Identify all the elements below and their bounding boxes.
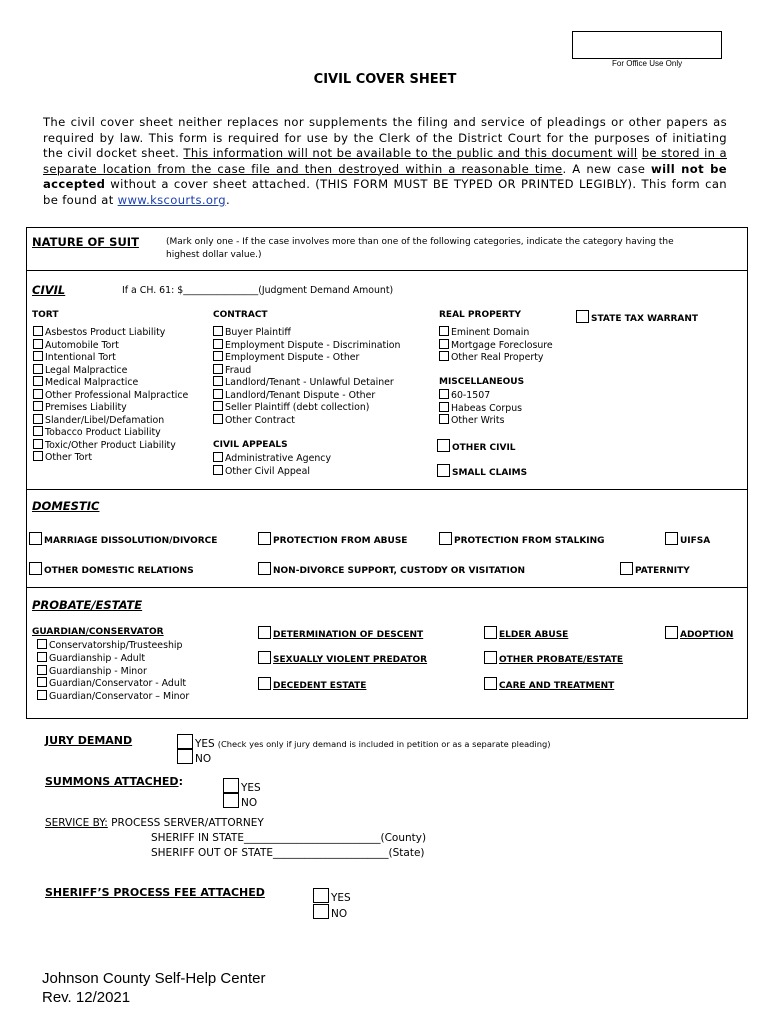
contract-item-option[interactable] [213, 401, 369, 413]
paternity-checkbox[interactable] [620, 562, 633, 575]
misc-item-checkbox[interactable] [439, 389, 449, 399]
fee-yes-label: YES [331, 892, 351, 904]
intro-text-4: . [225, 192, 230, 207]
pfa-label: PROTECTION FROM ABUSE [273, 536, 408, 546]
contract-item-option[interactable] [213, 364, 251, 376]
real-property-item-label: Other Real Property [451, 352, 544, 363]
guardian-item-label: Guardian/Conservator - Adult [49, 678, 187, 690]
guardian-item-label: Guardian/Conservator – Minor [49, 691, 190, 703]
appeal-item-checkbox[interactable] [213, 452, 223, 462]
svp-option[interactable] [258, 651, 427, 665]
guardian-item-label: Guardianship - Adult [49, 652, 146, 664]
intro-text-2: . A new case [562, 161, 652, 176]
summons-heading [45, 775, 183, 788]
tort-item-checkbox[interactable] [33, 339, 43, 349]
summons-no-option[interactable] [223, 791, 257, 810]
state-tax-checkbox[interactable] [576, 310, 589, 323]
tort-item-checkbox[interactable] [33, 389, 43, 399]
descent-checkbox[interactable] [258, 626, 271, 639]
contract-item-option[interactable] [213, 339, 400, 351]
tort-item-label: Automobile Tort [45, 339, 119, 351]
descent-option[interactable] [258, 626, 423, 640]
contract-item-option[interactable] [213, 389, 375, 401]
other-domestic-checkbox[interactable] [29, 562, 42, 575]
page-title: CIVIL COVER SHEET [313, 72, 457, 87]
tort-item-label: Legal Malpractice [45, 364, 128, 376]
small-claims-checkbox[interactable] [437, 464, 450, 477]
guardian-item-checkbox[interactable] [37, 690, 47, 700]
non-divorce-checkbox[interactable] [258, 562, 271, 575]
tort-item-checkbox[interactable] [33, 351, 43, 361]
tort-item-label: Other Professional Malpractice [45, 389, 189, 401]
real-property-item-checkbox[interactable] [439, 339, 449, 349]
misc-item-checkbox[interactable] [439, 414, 449, 424]
sheriff-in-state-line: SHERIFF IN STATE__________________________(County) [151, 832, 427, 844]
adoption-option[interactable] [665, 626, 733, 640]
decedent-option[interactable] [258, 677, 366, 691]
jury-note: (Check yes only if jury demand is included in petition or as a separate pleading) [217, 739, 551, 749]
real-property-item-option[interactable] [439, 339, 553, 351]
small-claims-option[interactable] [437, 464, 527, 478]
appeal-item-label: Administrative Agency [225, 453, 331, 464]
small-claims-label: SMALL CLAIMS [452, 468, 528, 478]
appeal-item-option[interactable] [213, 465, 310, 477]
guardian-item-checkbox[interactable] [37, 652, 47, 662]
tort-item-checkbox[interactable] [33, 376, 43, 386]
svp-label: SEXUALLY VIOLENT PREDATOR [273, 655, 428, 665]
tort-item-label: Tobacco Product Liability [45, 427, 161, 438]
care-label: CARE AND TREATMENT [499, 681, 615, 691]
tort-item-option[interactable] [33, 351, 116, 363]
real-property-item-option[interactable] [439, 326, 529, 338]
jury-yes-checkbox[interactable] [177, 734, 193, 749]
contract-item-label: Landlord/Tenant Dispute - Other [225, 389, 376, 401]
contract-item-checkbox[interactable] [213, 351, 223, 361]
intro-text-1: The civil cover sheet neither replaces nor supplements the filing and service of pleadings or other papers as required by law. This form is required for use by the Clerk of the District Court for the purposes of initiating the civil docket sheet. [43, 115, 727, 160]
ch61-judgment-amount: If a CH. 61: $________________(Judgment Demand Amount) [122, 285, 394, 296]
state-tax-label: STATE TAX WARRANT [591, 314, 699, 324]
office-use-box [572, 31, 722, 59]
contract-item-label: Employment Dispute - Other [225, 352, 360, 363]
marriage-checkbox[interactable] [29, 532, 42, 545]
footer-revision: Rev. 12/2021 [42, 989, 131, 1006]
contract-item-label: Buyer Plaintiff [225, 327, 291, 338]
misc-item-label: 60-1507 [451, 390, 491, 401]
service-process-server: PROCESS SERVER/ATTORNEY [107, 817, 264, 829]
sheriff-out-state-line: SHERIFF OUT OF STATE______________________(State) [151, 847, 425, 859]
misc-item-option[interactable] [439, 402, 522, 414]
tort-item-label: Slander/Libel/Defamation [45, 414, 165, 426]
contract-item-checkbox[interactable] [213, 339, 223, 349]
tort-item-label: Asbestos Product Liability [45, 327, 166, 338]
paternity-option[interactable] [620, 562, 690, 576]
jury-no-option[interactable] [177, 749, 211, 765]
real-property-item-label: Mortgage Foreclosure [451, 339, 553, 351]
tort-item-checkbox[interactable] [33, 414, 43, 424]
tort-item-option[interactable] [33, 339, 119, 351]
tort-item-label: Toxic/Other Product Liability [45, 439, 176, 451]
tort-item-option[interactable] [33, 389, 188, 401]
jury-yes-label: YES [195, 738, 215, 750]
tort-item-checkbox[interactable] [33, 439, 43, 449]
marriage-label: MARRIAGE DISSOLUTION/DIVORCE [44, 536, 218, 546]
summons-colon: : [178, 775, 183, 788]
contract-item-checkbox[interactable] [213, 414, 223, 424]
uifsa-checkbox[interactable] [665, 532, 678, 545]
elder-label: ELDER ABUSE [499, 630, 569, 640]
summons-heading-text: SUMMONS ATTACHED [45, 775, 179, 788]
tort-item-option[interactable] [33, 401, 127, 413]
tort-item-option[interactable] [33, 439, 176, 451]
non-divorce-label: NON-DIVORCE SUPPORT, CUSTODY OR VISITATION [273, 566, 525, 576]
service-by-line [45, 817, 264, 829]
service-by-label: SERVICE BY: [45, 817, 108, 829]
real-property-heading: REAL PROPERTY [439, 310, 522, 320]
contract-item-checkbox[interactable] [213, 389, 223, 399]
intro-paragraph [43, 115, 727, 208]
tort-item-option[interactable] [33, 414, 164, 426]
tort-item-option[interactable] [33, 326, 165, 338]
divider-civil [26, 270, 748, 271]
misc-item-label: Habeas Corpus [451, 402, 523, 414]
intro-bold: will not be accepted [43, 161, 727, 191]
contract-item-option[interactable] [213, 351, 359, 363]
nature-instruction-1: (Mark only one - If the case involves more than one of the following categories, indicate the category having the [166, 237, 674, 247]
guardian-item-option[interactable] [37, 665, 147, 677]
tort-item-checkbox[interactable] [33, 401, 43, 411]
other-civil-option[interactable] [437, 439, 516, 453]
decedent-checkbox[interactable] [258, 677, 271, 690]
office-use-label: For Office Use Only [612, 59, 683, 68]
adoption-label: ADOPTION [680, 630, 734, 640]
appeal-item-checkbox[interactable] [213, 465, 223, 475]
pfa-checkbox[interactable] [258, 532, 271, 545]
summons-yes-label: YES [241, 782, 261, 794]
uifsa-option[interactable] [665, 532, 710, 546]
contract-item-label: Employment Dispute - Discrimination [225, 339, 401, 351]
contract-item-option[interactable] [213, 376, 394, 388]
pfs-checkbox[interactable] [439, 532, 452, 545]
contract-item-checkbox[interactable] [213, 364, 223, 374]
pfa-option[interactable] [258, 532, 407, 546]
tort-item-label: Other Tort [45, 452, 92, 463]
contract-item-label: Fraud [225, 364, 252, 376]
other-probate-label: OTHER PROBATE/ESTATE [499, 655, 624, 665]
jury-demand-heading: JURY DEMAND [45, 734, 133, 747]
guardian-item-checkbox[interactable] [37, 639, 47, 649]
fee-yes-checkbox[interactable] [313, 888, 329, 903]
contract-item-option[interactable] [213, 414, 295, 426]
nature-heading: NATURE OF SUIT [32, 235, 139, 249]
tort-item-option[interactable] [33, 376, 138, 388]
other-domestic-label: OTHER DOMESTIC RELATIONS [44, 566, 194, 576]
tort-item-label: Medical Malpractice [45, 377, 139, 388]
intro-underline-2: be stored in a separate location from the case file and then destroyed within a reasonable time [43, 146, 727, 176]
other-domestic-option[interactable] [29, 562, 194, 576]
civil-appeals-heading: CIVIL APPEALS [213, 440, 288, 450]
other-probate-option[interactable] [484, 651, 623, 665]
jury-no-label: NO [195, 753, 212, 765]
jury-no-checkbox[interactable] [177, 749, 193, 764]
domestic-heading: DOMESTIC [32, 499, 100, 513]
guardian-item-option[interactable] [37, 690, 189, 702]
tort-item-label: Intentional Tort [45, 352, 116, 363]
contract-item-option[interactable] [213, 326, 291, 338]
contract-heading: CONTRACT [213, 310, 268, 320]
guardian-item-option[interactable] [37, 652, 145, 664]
other-civil-checkbox[interactable] [437, 439, 450, 452]
decedent-label: DECEDENT ESTATE [273, 681, 367, 691]
misc-item-option[interactable] [439, 414, 504, 426]
guardian-heading: GUARDIAN/CONSERVATOR [32, 627, 164, 637]
pfs-option[interactable] [439, 532, 605, 546]
fee-heading: SHERIFF’S PROCESS FEE ATTACHED [45, 886, 265, 899]
contract-item-checkbox[interactable] [213, 376, 223, 386]
svp-checkbox[interactable] [258, 651, 271, 664]
tort-item-checkbox[interactable] [33, 326, 43, 336]
summons-no-checkbox[interactable] [223, 793, 239, 808]
contract-item-label: Landlord/Tenant - Unlawful Detainer [225, 377, 394, 388]
guardian-item-checkbox[interactable] [37, 665, 47, 675]
contract-item-label: Other Contract [225, 414, 295, 426]
guardian-item-checkbox[interactable] [37, 677, 47, 687]
real-property-item-checkbox[interactable] [439, 326, 449, 336]
tort-item-option[interactable] [33, 451, 92, 463]
other-probate-checkbox[interactable] [484, 651, 497, 664]
fee-no-checkbox[interactable] [313, 904, 329, 919]
non-divorce-option[interactable] [258, 562, 525, 576]
tort-item-option[interactable] [33, 364, 127, 376]
jury-yes-option[interactable] [177, 734, 551, 750]
real-property-item-option[interactable] [439, 351, 543, 363]
misc-item-option[interactable] [439, 389, 490, 401]
misc-heading: MISCELLANEOUS [439, 377, 525, 387]
state-tax-warrant-option[interactable] [576, 310, 698, 324]
footer-org: Johnson County Self-Help Center [42, 970, 266, 987]
paternity-label: PATERNITY [635, 566, 690, 576]
care-treatment-option[interactable] [484, 677, 614, 691]
appeal-item-label: Other Civil Appeal [225, 465, 310, 477]
tort-item-checkbox[interactable] [33, 364, 43, 374]
kscourts-link[interactable]: www.kscourts.org [117, 192, 226, 207]
adoption-checkbox[interactable] [665, 626, 678, 639]
other-civil-label: OTHER CIVIL [452, 443, 516, 453]
intro-underline-1: This information will not be available to the public and this document will [183, 146, 638, 160]
guardian-item-option[interactable] [37, 639, 182, 651]
real-property-item-label: Eminent Domain [451, 327, 530, 338]
fee-no-option[interactable] [313, 902, 347, 921]
misc-item-label: Other Writs [451, 415, 505, 426]
pfs-label: PROTECTION FROM STALKING [454, 536, 605, 546]
contract-item-checkbox[interactable] [213, 326, 223, 336]
intro-text-3: without a cover sheet attached. (THIS FORM MUST BE TYPED OR PRINTED LEGIBLY). This form can be found at [43, 177, 727, 207]
guardian-item-label: Guardianship - Minor [49, 665, 147, 677]
marriage-dissolution-option[interactable] [29, 532, 217, 546]
contract-item-label: Seller Plaintiff (debt collection) [225, 402, 370, 413]
misc-item-checkbox[interactable] [439, 402, 449, 412]
elder-checkbox[interactable] [484, 626, 497, 639]
divider-domestic [26, 489, 748, 490]
tort-item-checkbox[interactable] [33, 426, 43, 436]
descent-label: DETERMINATION OF DESCENT [273, 630, 424, 640]
uifsa-label: UIFSA [680, 536, 711, 546]
probate-heading: PROBATE/ESTATE [32, 598, 143, 612]
tort-item-option[interactable] [33, 426, 161, 438]
divider-probate [26, 587, 748, 588]
appeal-item-option[interactable] [213, 452, 331, 464]
contract-item-checkbox[interactable] [213, 401, 223, 411]
tort-heading: TORT [32, 310, 59, 320]
care-checkbox[interactable] [484, 677, 497, 690]
guardian-item-label: Conservatorship/Trusteeship [49, 640, 183, 651]
tort-item-label: Premises Liability [45, 402, 127, 413]
tort-item-checkbox[interactable] [33, 451, 43, 461]
nature-instruction-2: highest dollar value.) [166, 250, 262, 260]
guardian-item-option[interactable] [37, 677, 186, 689]
fee-no-label: NO [331, 908, 348, 920]
elder-abuse-option[interactable] [484, 626, 568, 640]
civil-heading: CIVIL [32, 283, 66, 297]
summons-no-label: NO [241, 797, 258, 809]
real-property-item-checkbox[interactable] [439, 351, 449, 361]
